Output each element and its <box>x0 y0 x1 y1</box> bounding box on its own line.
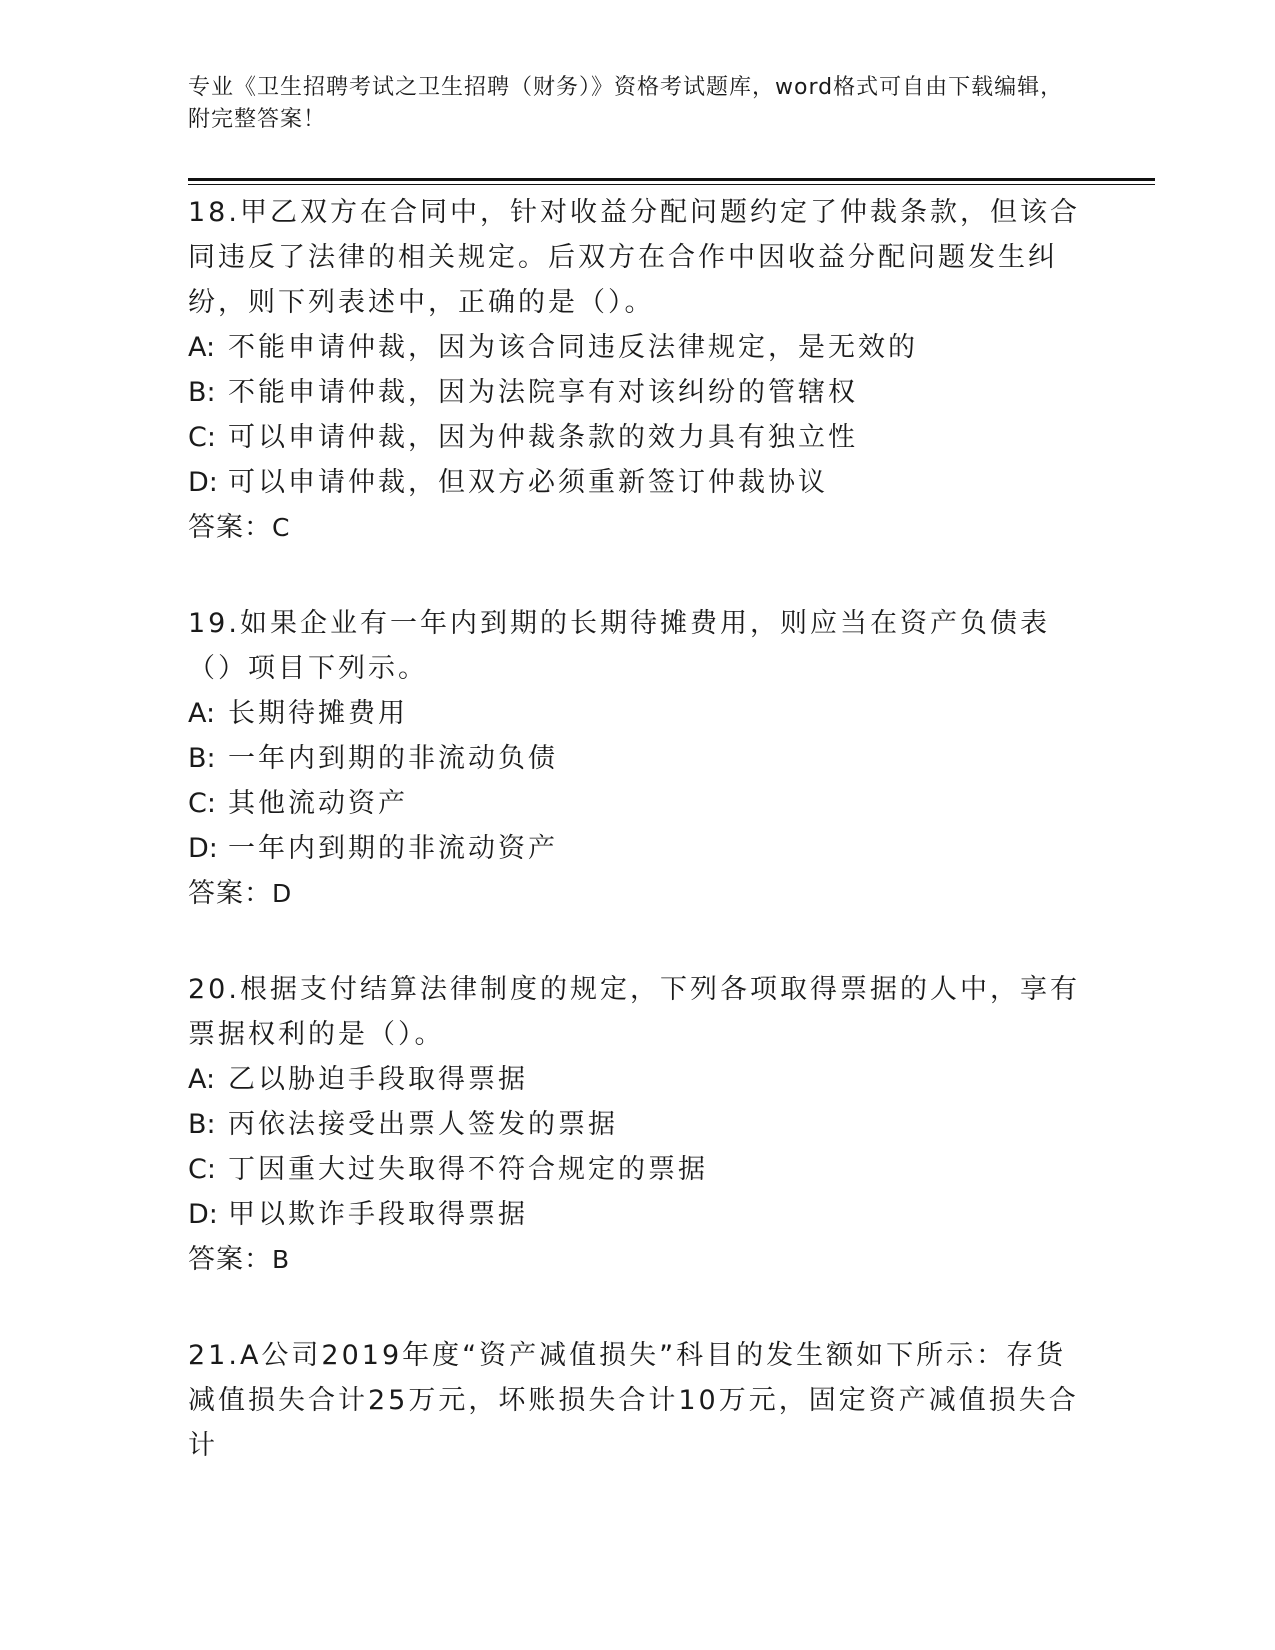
option-letter: A: <box>188 1064 216 1095</box>
option-c <box>188 781 1088 826</box>
option-text: 可以申请仲裁，因为仲裁条款的效力具有独立性 <box>228 422 858 453</box>
question-18 <box>188 190 1088 551</box>
option-a <box>188 691 1088 736</box>
answer-value: C <box>272 513 291 542</box>
option-letter: B: <box>188 377 216 408</box>
option-a <box>188 325 1088 370</box>
option-letter: B: <box>188 743 216 774</box>
option-c <box>188 415 1088 460</box>
header-divider-thin <box>188 184 1155 185</box>
question-text: 18.甲乙双方在合同中，针对收益分配问题约定了仲裁条款，但该合同违反了法律的相关规定。后双方在合作中因收益分配问题发生纠纷，则下列表述中，正确的是（）。 <box>188 197 1080 318</box>
document-header: 专业《卫生招聘考试之卫生招聘（财务）》资格考试题库，word格式可自由下载编辑，附完整答案！ <box>188 75 1064 132</box>
answer-label: 答案： <box>188 1244 272 1275</box>
answer-label: 答案： <box>188 878 272 909</box>
option-b <box>188 1102 1088 1147</box>
option-letter: D: <box>188 1199 218 1230</box>
option-text: 丙依法接受出票人签发的票据 <box>228 1109 618 1140</box>
option-text: 丁因重大过失取得不符合规定的票据 <box>228 1154 708 1185</box>
question-text: 19.如果企业有一年内到期的长期待摊费用，则应当在资产负债表（）项目下列示。 <box>188 608 1050 684</box>
question-text: 20.根据支付结算法律制度的规定，下列各项取得票据的人中，享有票据权利的是（）。 <box>188 974 1080 1050</box>
option-d <box>188 1192 1088 1237</box>
answer <box>188 1237 1088 1283</box>
option-text: 甲以欺诈手段取得票据 <box>228 1199 528 1230</box>
option-d <box>188 460 1088 505</box>
option-letter: C: <box>188 422 216 453</box>
option-text: 一年内到期的非流动资产 <box>228 833 558 864</box>
option-text: 长期待摊费用 <box>228 698 408 729</box>
option-letter: B: <box>188 1109 216 1140</box>
option-a <box>188 1057 1088 1102</box>
question-text: 21.A公司2019年度“资产减值损失”科目的发生额如下所示：存货减值损失合计25万元，坏账损失合计10万元，固定资产减值损失合计 <box>188 1340 1079 1461</box>
option-text: 不能申请仲裁，因为法院享有对该纠纷的管辖权 <box>228 377 858 408</box>
option-text: 其他流动资产 <box>228 788 408 819</box>
question-19 <box>188 601 1088 917</box>
option-b <box>188 370 1088 415</box>
option-c <box>188 1147 1088 1192</box>
question-list <box>188 190 1088 1518</box>
answer-value: B <box>272 1245 291 1274</box>
answer-value: D <box>272 879 293 908</box>
answer <box>188 871 1088 917</box>
option-letter: C: <box>188 788 216 819</box>
option-text: 不能申请仲裁，因为该合同违反法律规定，是无效的 <box>228 332 918 363</box>
option-letter: C: <box>188 1154 216 1185</box>
question-21 <box>188 1333 1088 1468</box>
answer-label: 答案： <box>188 512 272 543</box>
option-letter: A: <box>188 698 216 729</box>
option-b <box>188 736 1088 781</box>
answer <box>188 505 1088 551</box>
option-text: 一年内到期的非流动负债 <box>228 743 558 774</box>
option-d <box>188 826 1088 871</box>
option-text: 可以申请仲裁，但双方必须重新签订仲裁协议 <box>228 467 828 498</box>
option-letter: A: <box>188 332 216 363</box>
option-letter: D: <box>188 467 218 498</box>
option-letter: D: <box>188 833 218 864</box>
option-text: 乙以胁迫手段取得票据 <box>228 1064 528 1095</box>
question-20 <box>188 967 1088 1283</box>
header-divider-thick <box>188 178 1155 181</box>
